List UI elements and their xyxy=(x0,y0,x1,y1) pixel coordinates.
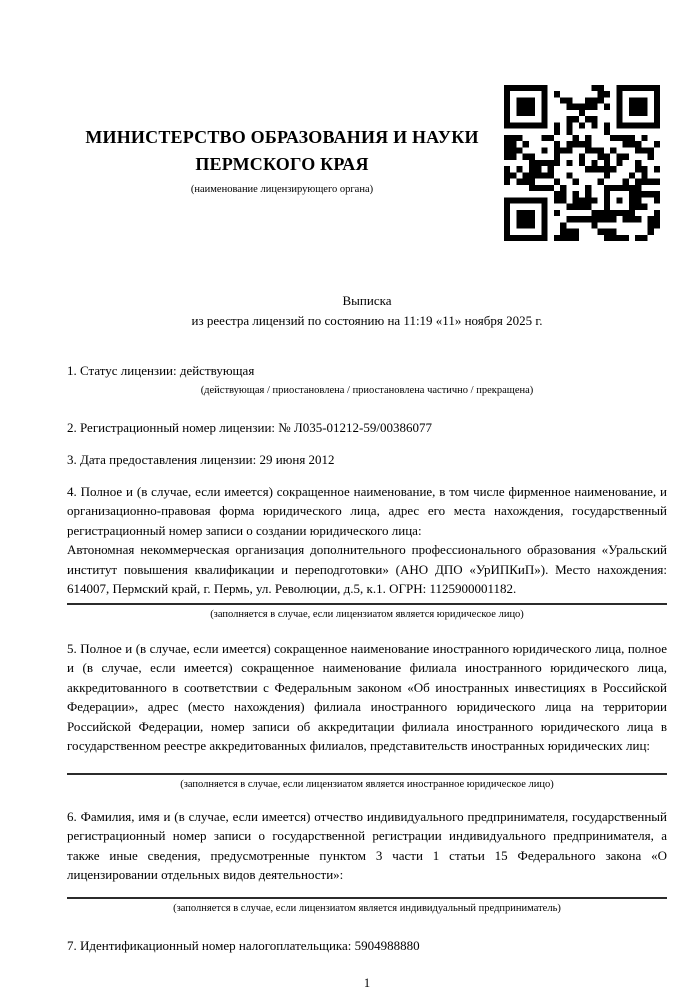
item-text: 6. Фамилия, имя и (в случае, если имеется) отчество индивидуального предпринимателя, государственный регистрационный номер записи о государственной регистрации индивидуального предпринимателя, а также иные сведения, предусмотренные пунктом 3 части 1 статьи 15 Федерального закона «О лицензировании отдельных видов деятельности»: xyxy=(67,808,667,882)
licensing-authority-name xyxy=(67,124,497,178)
item-7-taxpayer-id xyxy=(67,936,667,956)
item-text: 2. Регистрационный номер лицензии: № Л035-01212-59/00386077 xyxy=(67,419,433,435)
page-number: 1 xyxy=(363,976,371,990)
item-caption: (заполняется в случае, если лицензиатом является индивидуальный предприниматель) xyxy=(173,902,561,914)
fill-in-line xyxy=(67,897,667,899)
document-header xyxy=(67,0,497,197)
item-text: 3. Дата предоставления лицензии: 29 июня 2012 xyxy=(67,452,335,467)
qr-code-image xyxy=(504,85,660,241)
item-1-license-status xyxy=(67,361,667,398)
item-3-grant-date xyxy=(67,450,667,470)
fill-in-line xyxy=(67,603,667,605)
item-text: 7. Идентификационный номер налогоплательщика: 5904988880 xyxy=(67,937,420,953)
item-6-individual-entrepreneur-info xyxy=(67,807,667,916)
fill-in-line xyxy=(67,773,667,775)
document-title xyxy=(67,291,667,331)
item-2-registration-number xyxy=(67,418,667,438)
ministry-name-line1: МИНИСТЕРСТВО ОБРАЗОВАНИЯ И НАУКИ xyxy=(85,127,479,147)
ministry-name-line2: ПЕРМСКОГО КРАЯ xyxy=(195,154,369,174)
item-value: Автономная некоммерческая организация дополнительного профессионального образования «Уральский институт повышения квалификации и переподготовки» (АНО ДПО «УрИПКиП»). Место нахождения: 614007, Пермский край, г. Пермь, ул. Революции, д.5, к.1. ОГРН: 1125900001182. xyxy=(67,542,667,596)
title-line2: из реестра лицензий по состоянию на 11:19 «11» ноября 2025 г. xyxy=(191,313,543,328)
item-text: 4. Полное и (в случае, если имеется) сокращенное наименование, в том числе фирменное наименование, и организационно-правовая форма юридического лица, адрес его места нахождения, государственный регистрационный номер записи о создании юридического лица: xyxy=(67,483,667,538)
item-caption: (заполняется в случае, если лицензиатом является юридическое лицо) xyxy=(210,608,524,620)
item-4-legal-entity-info xyxy=(67,482,667,622)
item-text: 5. Полное и (в случае, если имеется) сокращенное наименование иностранного юридического лица, полное и (в случае, если имеется) сокращенное наименование филиала иностранного юридического лица, аккредитованного в соответствии с Федеральным законом «Об иностранных инвестициях в Российской Федерации», адрес (место нахождения) филиала иностранного юридического лица на территории Российской Федерации, номер записи об аккредитации филиала иностранного юридического лица в государственном реестре аккредитованных филиалов, представительств иностранных юридических лиц: xyxy=(67,640,667,753)
ministry-caption: (наименование лицензирующего органа) xyxy=(190,184,374,195)
title-line1: Выписка xyxy=(342,293,392,308)
item-caption: (заполняется в случае, если лицензиатом является иностранное юридическое лицо) xyxy=(180,778,554,790)
qr-code xyxy=(504,85,660,241)
item-5-foreign-entity-info xyxy=(67,639,667,792)
item-text: 1. Статус лицензии: действующая xyxy=(67,363,255,378)
item-caption: (действующая / приостановлена / приостановлена частично / прекращена) xyxy=(200,384,534,396)
